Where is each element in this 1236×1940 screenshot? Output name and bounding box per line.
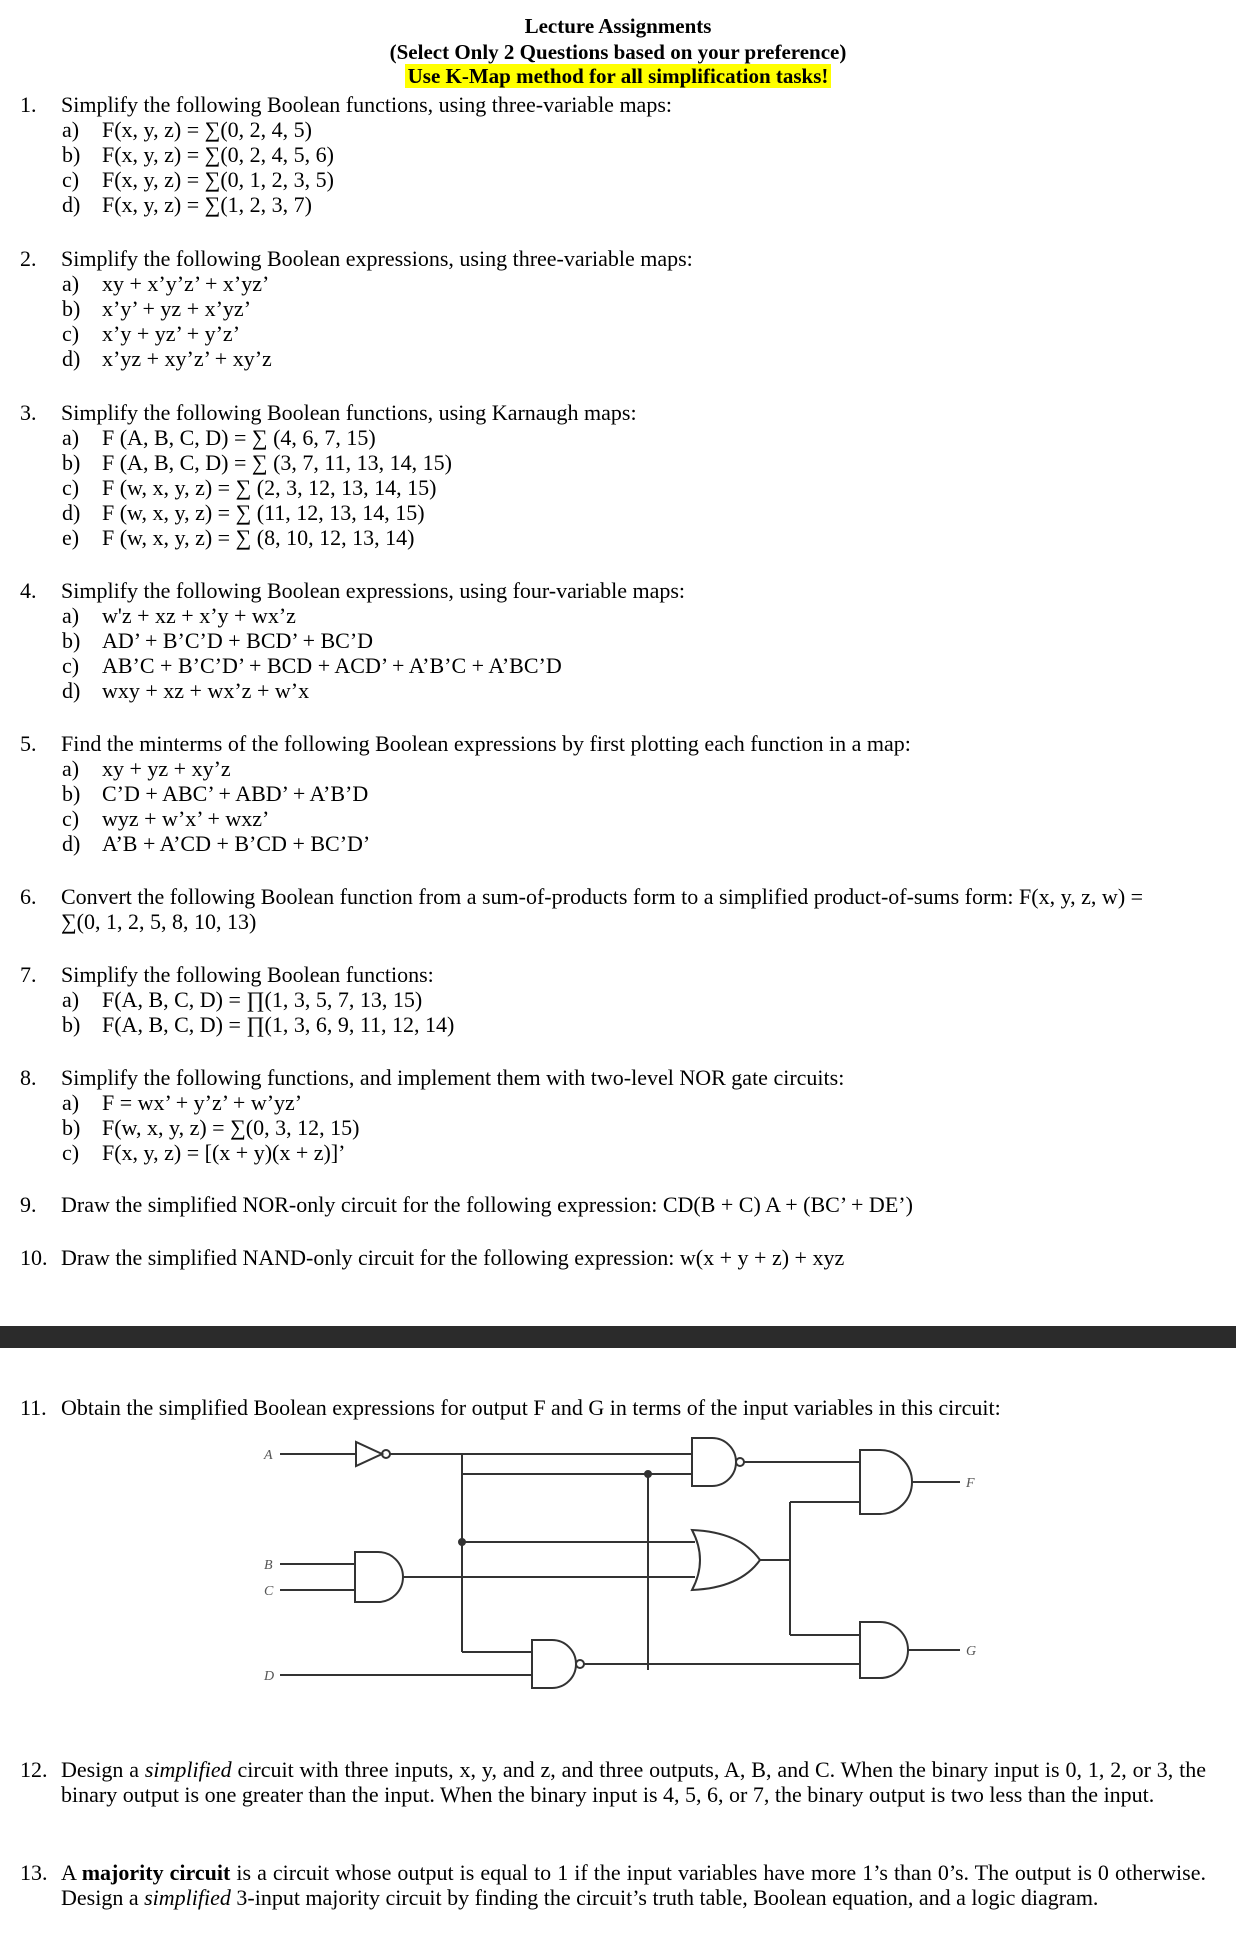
q8-item: b) F(w, x, y, z) = ∑(0, 3, 12, 15) (62, 1115, 360, 1140)
and-gate-f (860, 1450, 912, 1514)
q3-item: c) F (w, x, y, z) = ∑ (2, 3, 12, 13, 14, 15) (62, 475, 437, 500)
q1-item: c) F(x, y, z) = ∑(0, 1, 2, 3, 5) (62, 167, 334, 192)
q4-item: a) w'z + xz + x’y + wx’z (62, 603, 296, 628)
q1-item: a) F(x, y, z) = ∑(0, 2, 4, 5) (62, 117, 312, 142)
nand-bubble (736, 1458, 744, 1466)
output-g-label: G (966, 1644, 977, 1659)
q8-item: a) F = wx’ + y’z’ + w’yz’ (62, 1090, 303, 1115)
q3-item: a) F (A, B, C, D) = ∑ (4, 6, 7, 15) (62, 425, 376, 450)
q1-item: b) F(x, y, z) = ∑(0, 2, 4, 5, 6) (62, 142, 334, 167)
input-c-label: C (264, 1584, 274, 1599)
output-f-label: F (966, 1476, 975, 1491)
and-gate-bc (355, 1552, 403, 1602)
q7-text: Simplify the following Boolean functions: (61, 962, 434, 987)
input-d-label: D (264, 1669, 275, 1684)
nand-gate-bottom (532, 1640, 576, 1688)
q2-text: Simplify the following Boolean expressions, using three-variable maps: (61, 246, 693, 271)
q10-text: Draw the simplified NAND-only circuit for the following expression: w(x + y + z) + xyz (61, 1245, 845, 1270)
q2-number: 2. (20, 246, 37, 271)
q2-item: a) xy + x’y’z’ + x’yz’ (62, 271, 270, 296)
q8-text: Simplify the following functions, and implement them with two-level NOR gate circuits: (61, 1065, 845, 1090)
q7-item: a) F(A, B, C, D) = ∏(1, 3, 5, 7, 13, 15) (62, 987, 423, 1012)
q5-number: 5. (20, 731, 37, 756)
q4-text: Simplify the following Boolean expressions, using four-variable maps: (61, 578, 686, 603)
q6-text-cont: ∑(0, 1, 2, 5, 8, 10, 13) (61, 909, 257, 934)
section-divider (0, 1326, 1236, 1348)
q3-item: b) F (A, B, C, D) = ∑ (3, 7, 11, 13, 14, 15) (62, 450, 452, 475)
q6-number: 6. (20, 884, 37, 909)
q9-number: 9. (20, 1192, 37, 1217)
q3-number: 3. (20, 400, 37, 425)
q2-item: b) x’y’ + yz + x’yz’ (62, 296, 252, 321)
q9-text: Draw the simplified NOR-only circuit for the following expression: CD(B + C) A + (BC’ + DE’) (61, 1192, 913, 1217)
q13-text: A majority circuit is a circuit whose output is equal to 1 if the input variables have more 1’s than 0’s. The output is 0 otherwise. Design a simplified 3-input majority circuit by finding the circuit’s truth table, Boolean equation, and a logic diagram. (61, 1860, 1206, 1910)
q5-text: Find the minterms of the following Boolean expressions by first plotting each function in a map: (61, 731, 911, 756)
highlight-note (0, 64, 1236, 89)
q7-item: b) F(A, B, C, D) = ∏(1, 3, 6, 9, 11, 12, 14) (62, 1012, 455, 1037)
q11-text: Obtain the simplified Boolean expressions for output F and G in terms of the input variables in this circuit: (61, 1395, 1001, 1420)
nand-gate-top (692, 1438, 736, 1486)
q3-item: e) F (w, x, y, z) = ∑ (8, 10, 12, 13, 14) (62, 525, 415, 550)
junction (645, 1471, 651, 1477)
q5-item: a) xy + yz + xy’z (62, 756, 231, 781)
q2-item: c) x’y + yz’ + y’z’ (62, 321, 241, 346)
logic-circuit-diagram (260, 1430, 1020, 1700)
q12-text: Design a simplified circuit with three inputs, x, y, and z, and three outputs, A, B, and C. When the binary input is 0, 1, 2, or 3, the binary output is one greater than the input. When the binary input is 4, 5, 6, or 7, the binary output is two less than the input. (61, 1757, 1207, 1807)
q3-text: Simplify the following Boolean functions, using Karnaugh maps: (61, 400, 637, 425)
q1-number: 1. (20, 92, 37, 117)
q3-item: d) F (w, x, y, z) = ∑ (11, 12, 13, 14, 15) (62, 500, 425, 525)
q4-item: b) AD’ + B’C’D + BCD’ + BC’D (62, 628, 374, 653)
q1-item: d) F(x, y, z) = ∑(1, 2, 3, 7) (62, 192, 312, 217)
q8-number: 8. (20, 1065, 37, 1090)
q1-text: Simplify the following Boolean functions, using three-variable maps: (61, 92, 672, 117)
and-gate-g (860, 1622, 908, 1678)
q4-number: 4. (20, 578, 37, 603)
q7-number: 7. (20, 962, 37, 987)
not-gate-a (356, 1442, 382, 1466)
q11-number: 11. (20, 1395, 47, 1420)
q8-item: c) F(x, y, z) = [(x + y)(x + z)]’ (62, 1140, 346, 1165)
q4-item: c) AB’C + B’C’D’ + BCD + ACD’ + A’B’C + A’BC’D (62, 653, 562, 678)
q5-item: c) wyz + w’x’ + wxz’ (62, 806, 270, 831)
q10-number: 10. (20, 1245, 48, 1270)
q5-item: b) C’D + ABC’ + ABD’ + A’B’D (62, 781, 369, 806)
q13-number: 13. (20, 1860, 48, 1885)
input-a-label: A (264, 1448, 273, 1463)
nand-bubble (576, 1660, 584, 1668)
q6-text: Convert the following Boolean function from a sum-of-products form to a simplified product-of-sums form: F(x, y, z, w) = (61, 884, 1144, 909)
q5-item: d) A’B + A’CD + B’CD + BC’D’ (62, 831, 371, 856)
q4-item: d) wxy + xz + wx’z + w’x (62, 678, 310, 703)
page-title: Lecture Assignments (524, 14, 712, 38)
or-gate (692, 1530, 760, 1590)
q2-item: d) x’yz + xy’z’ + xy’z (62, 346, 272, 371)
page-subtitle: (Select Only 2 Questions based on your preference) (389, 40, 847, 64)
highlight-text: Use K-Map method for all simplification tasks! (405, 64, 832, 88)
q12-number: 12. (20, 1757, 48, 1782)
input-b-label: B (264, 1558, 273, 1573)
